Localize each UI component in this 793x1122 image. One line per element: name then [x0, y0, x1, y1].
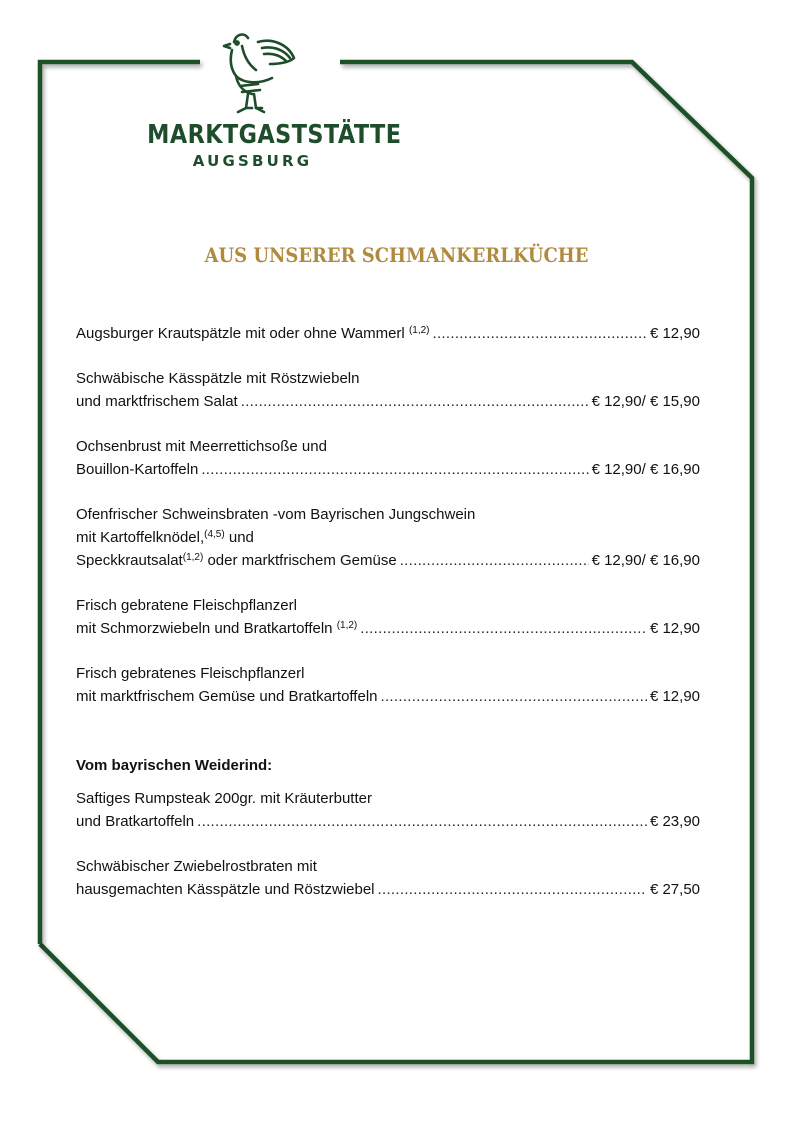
page-title: AUS UNSERER SCHMANKERLKÜCHE: [204, 244, 589, 267]
menu-item-text: mit Schmorzwiebeln und Bratkartoffeln: [76, 620, 333, 637]
menu-item-text: und marktfrischem Salat: [76, 393, 238, 410]
menu-item-text: mit marktfrischem Gemüse und Bratkartoffeln: [76, 688, 378, 705]
menu-list: [76, 322, 700, 901]
menu-item-price: € 23,90: [649, 813, 700, 830]
menu-item: [76, 855, 700, 901]
menu-item-text: Speckkrautsalat: [76, 552, 183, 569]
dot-leader: [197, 810, 647, 833]
menu-item-text: Schwäbischer Zwiebelrostbraten mit: [76, 858, 317, 875]
menu-item-text: Frisch gebratene Fleischpflanzerl: [76, 597, 297, 614]
menu-item: [76, 787, 700, 833]
rooster-icon: [218, 28, 298, 116]
menu-item: [76, 503, 700, 572]
dot-leader: [400, 549, 589, 572]
menu-item-price: € 12,90: [649, 325, 700, 342]
menu-item-text: Augsburger Krautspätzle mit oder ohne Wammerl: [76, 325, 405, 342]
menu-item-text: Schwäbische Kässpätzle mit Röstzwiebeln: [76, 370, 360, 387]
menu-item-text: Ofenfrischer Schweinsbraten -vom Bayrischen Jungschwein: [76, 506, 476, 523]
menu-item: [76, 367, 700, 413]
section-heading: Vom bayrischen Weiderind:: [76, 757, 273, 774]
menu-item-price: € 12,90/ € 16,90: [591, 552, 700, 569]
brand-city: AUGSBURG: [192, 152, 313, 170]
menu-item: [76, 594, 700, 640]
menu-item-price: € 12,90/ € 15,90: [591, 393, 700, 410]
menu-item-text: Ochsenbrust mit Meerrettichsoße und: [76, 438, 327, 455]
menu-item: [76, 435, 700, 481]
menu-item-price: € 12,90/ € 16,90: [591, 461, 700, 478]
brand-logo: [130, 28, 402, 173]
brand-name: MARKTGASTSTÄTTE: [147, 120, 402, 150]
menu-item-text: Bouillon-Kartoffeln: [76, 461, 199, 478]
menu-item-price: € 12,90: [649, 620, 700, 637]
dot-leader: [433, 322, 647, 345]
dot-leader: [381, 685, 647, 708]
dot-leader: [241, 390, 589, 413]
menu-item-price: € 12,90: [649, 688, 700, 705]
allergen-note: (1,2): [408, 325, 430, 336]
menu-item-text: Saftiges Rumpsteak 200gr. mit Kräuterbutter: [76, 790, 372, 807]
menu-item-text: und Bratkartoffeln: [76, 813, 195, 830]
dot-leader: [201, 458, 588, 481]
menu-item-price: € 27,50: [649, 881, 700, 898]
menu-item: [76, 662, 700, 708]
allergen-note: (4,5): [204, 529, 225, 540]
menu-item-text: oder marktfrischem Gemüse: [207, 552, 397, 569]
menu-item-text: und: [228, 529, 254, 546]
dot-leader: [360, 617, 647, 640]
menu-item: [76, 322, 700, 345]
menu-item-text: Frisch gebratenes Fleischpflanzerl: [76, 665, 305, 682]
dot-leader: [378, 878, 647, 901]
allergen-note: (1,2): [182, 552, 204, 563]
allergen-note: (1,2): [336, 620, 358, 631]
menu-item-text: mit Kartoffelknödel,: [76, 529, 205, 546]
menu-item-text: hausgemachten Kässpätzle und Röstzwiebel: [76, 881, 375, 898]
